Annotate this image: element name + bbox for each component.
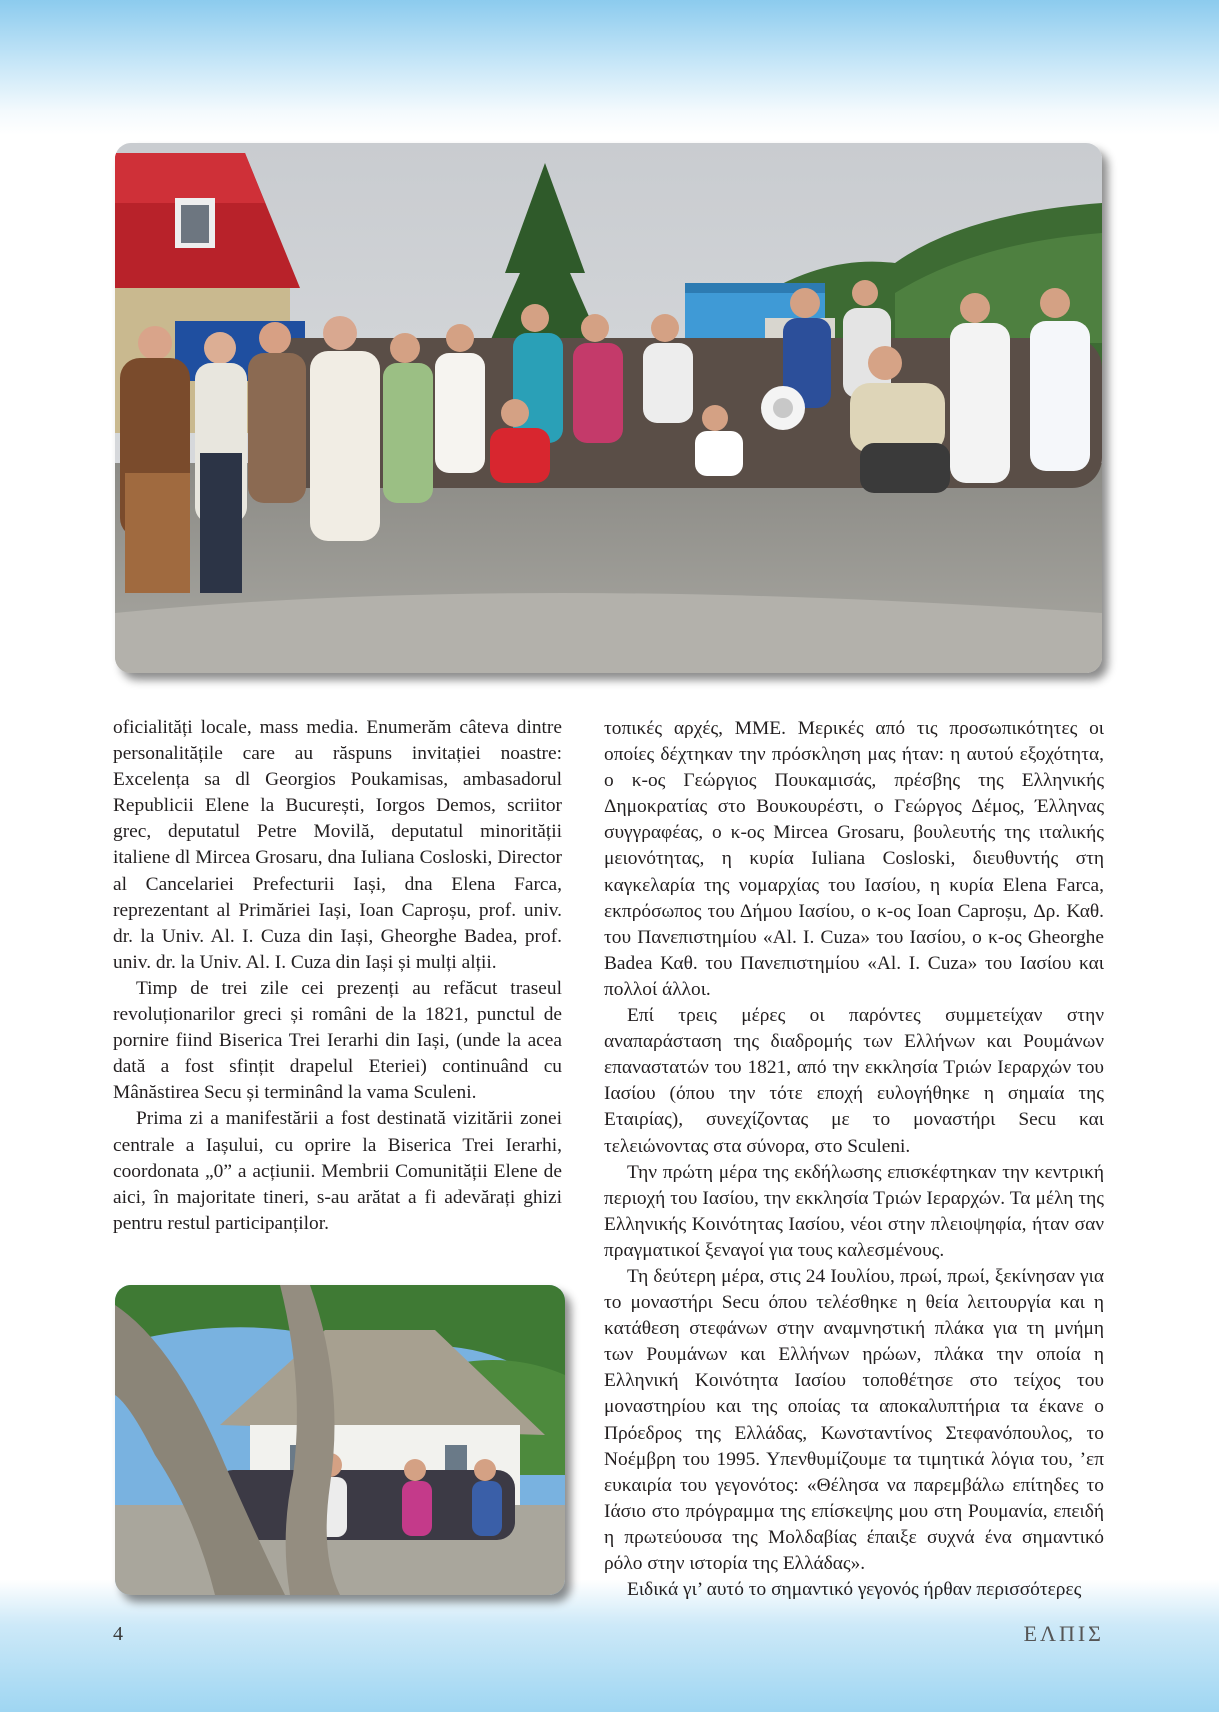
paragraph: Prima zi a manifestării a fost destinată vizitării zonei centrale a Iașului, cu oprire la Biserica Trei Ierarhi, coordonata „0” a acțiunii. Membrii Comunității Elene de aici, în majoritate tineri, s-au arătat a fi adevărați ghizi pentru restul participanților. [113, 1108, 562, 1234]
paragraph: Επί τρεις μέρες οι παρόντες συμμετείχαν στην αναπαράσταση της διαδρομής των Ελλήνων και Ρουμάνων επαναστατών του 1821, από την εκκλησία Τριών Ιεραρχών του Ιασίου (όπου την τότε εποχή ευλογήθηκε η σημαία της Εταιρίας), συνεχίζοντας με το μοναστήρι Secu και τελειώνοντας στα σύνορα, στο Sculeni. [604, 1005, 1104, 1157]
paragraph: oficialități locale, mass media. Enumerăm câteva dintre personalitățile care au răspuns invitației noastre: Excelența sa dl Georgios Poukamisas, ambasadorul Republicii Elene la București, Iorgos Demos, scriitor grec, deputatul Petre Movilă, deputatul minorității italiene dl Mircea Grosaru, dna Iuliana Cosloski, Director al Cancelariei Prefecturii Iași, dna Elena Farca, reprezentant al Primăriei Iași, Ioan Caproșu, prof. univ. dr. la Univ. Al. I. Cuza din Iași, Gheorghe Badea, prof. univ. dr. la Univ. Al. I. Cuza din Iași și mulți alții. [113, 717, 562, 973]
page-number: 4 [113, 1623, 123, 1645]
paragraph: Την πρώτη μέρα της εκδήλωσης επισκέφτηκαν την κεντρική περιοχή του Ιασίου, την εκκλησία Τριών Ιεραρχών. Τα μέλη της Ελληνικής Κοινότητας Ιασίου, νέοι στην πλειοψηφία, ήταν σαν πραγματικοί ξεναγοί για τους καλεσμένους. [604, 1161, 1104, 1261]
paragraph: Ειδικά γι’ αυτό το σημαντικό γεγονός ήρθαν περισσότερες [627, 1579, 1082, 1601]
text-column-romanian [113, 715, 562, 1237]
paragraph: Timp de trei zile cei prezenți au refăcut traseul revoluționarilor greci și români de la 1821, punctul de pornire fiind Biserica Trei Ierarhi din Iași, (unde la acea dată a fost sfințit drapelul Eteriei) continuând cu Mânăstirea Secu și terminând la vama Sculeni. [113, 977, 562, 1104]
paragraph: τοπικές αρχές, ΜΜΕ. Μερικές από τις προσωπικότητες οι οποίες δέχτηκαν την πρόσκληση μας ήταν: η αυτού εξοχότητα, ο κ-ος Γεώργιος Πουκαμισάς, πρέσβης της Ελληνικής Δημοκρατίας στο Βουκουρέστι, ο Γεώργος Δέμος, Έλληνας συγγραφέας, ο κ-ος Mircea Grosaru, βουλευτής της ιταλικής μειονότητας, η κυρία Iuliana Cosloski, διευθυντής στη καγκελαρία της νομαρχίας του Ιασίου, η κυρία Elena Farca, εκπρόσωπος του Δήμου Ιασίου, ο κ-ος Ioan Caproșu, Δρ. Καθ. του Πανεπιστημίου «Al. I. Cuza» του Ιασίου, ο κ-ος Gheorghe Badea Καθ. του Πανεπιστημίου «Al. I. Cuza» του Ιασίου και πολλοί άλλοι. [604, 718, 1104, 1000]
house-photo-illustration [115, 1285, 565, 1595]
magazine-title: ΕΛΠΙΣ [1023, 1621, 1104, 1646]
text-column-greek [604, 716, 1104, 1603]
group-photo-top [115, 143, 1102, 673]
group-photo-illustration [115, 143, 1102, 673]
house-photo-bottom [115, 1285, 565, 1595]
paragraph: Τη δεύτερη μέρα, στις 24 Ιουλίου, πρωί, πρωί, ξεκίνησαν για το μοναστήρι Secu όπου τελέσθηκε η θεία λειτουργία και η κατάθεση στεφάνων στην αναμνηστική πλάκα για τη μνήμη των Ρουμάνων και Ελλήνων ηρώων, πλάκα την οποία η Ελληνική Κοινότητα Ιασίου τοποθέτησε στο τείχος του μοναστηρίου και της οποίας τα αποκαλυπτήρια τα έκανε ο Πρόεδρος της Ελλάδας, Κωνσταντίνος Στεφανόπουλος, το Νοέμβρη του 1995. Υπενθυμίζουμε τα τιμητικά λόγια του, ’επ ευκαιρία του γεγονότος: «Θέλησα να παρεμβάλω επίτηδες το Ιάσιο στο πρόγραμμα της επίσκεψης μου στη Ρουμανία, επειδή η πρωτεύουσα της Μολδαβίας έπαιξε συχνά ένα σημαντικό ρόλο στην ιστορία της Ελλάδας». [604, 1265, 1104, 1574]
